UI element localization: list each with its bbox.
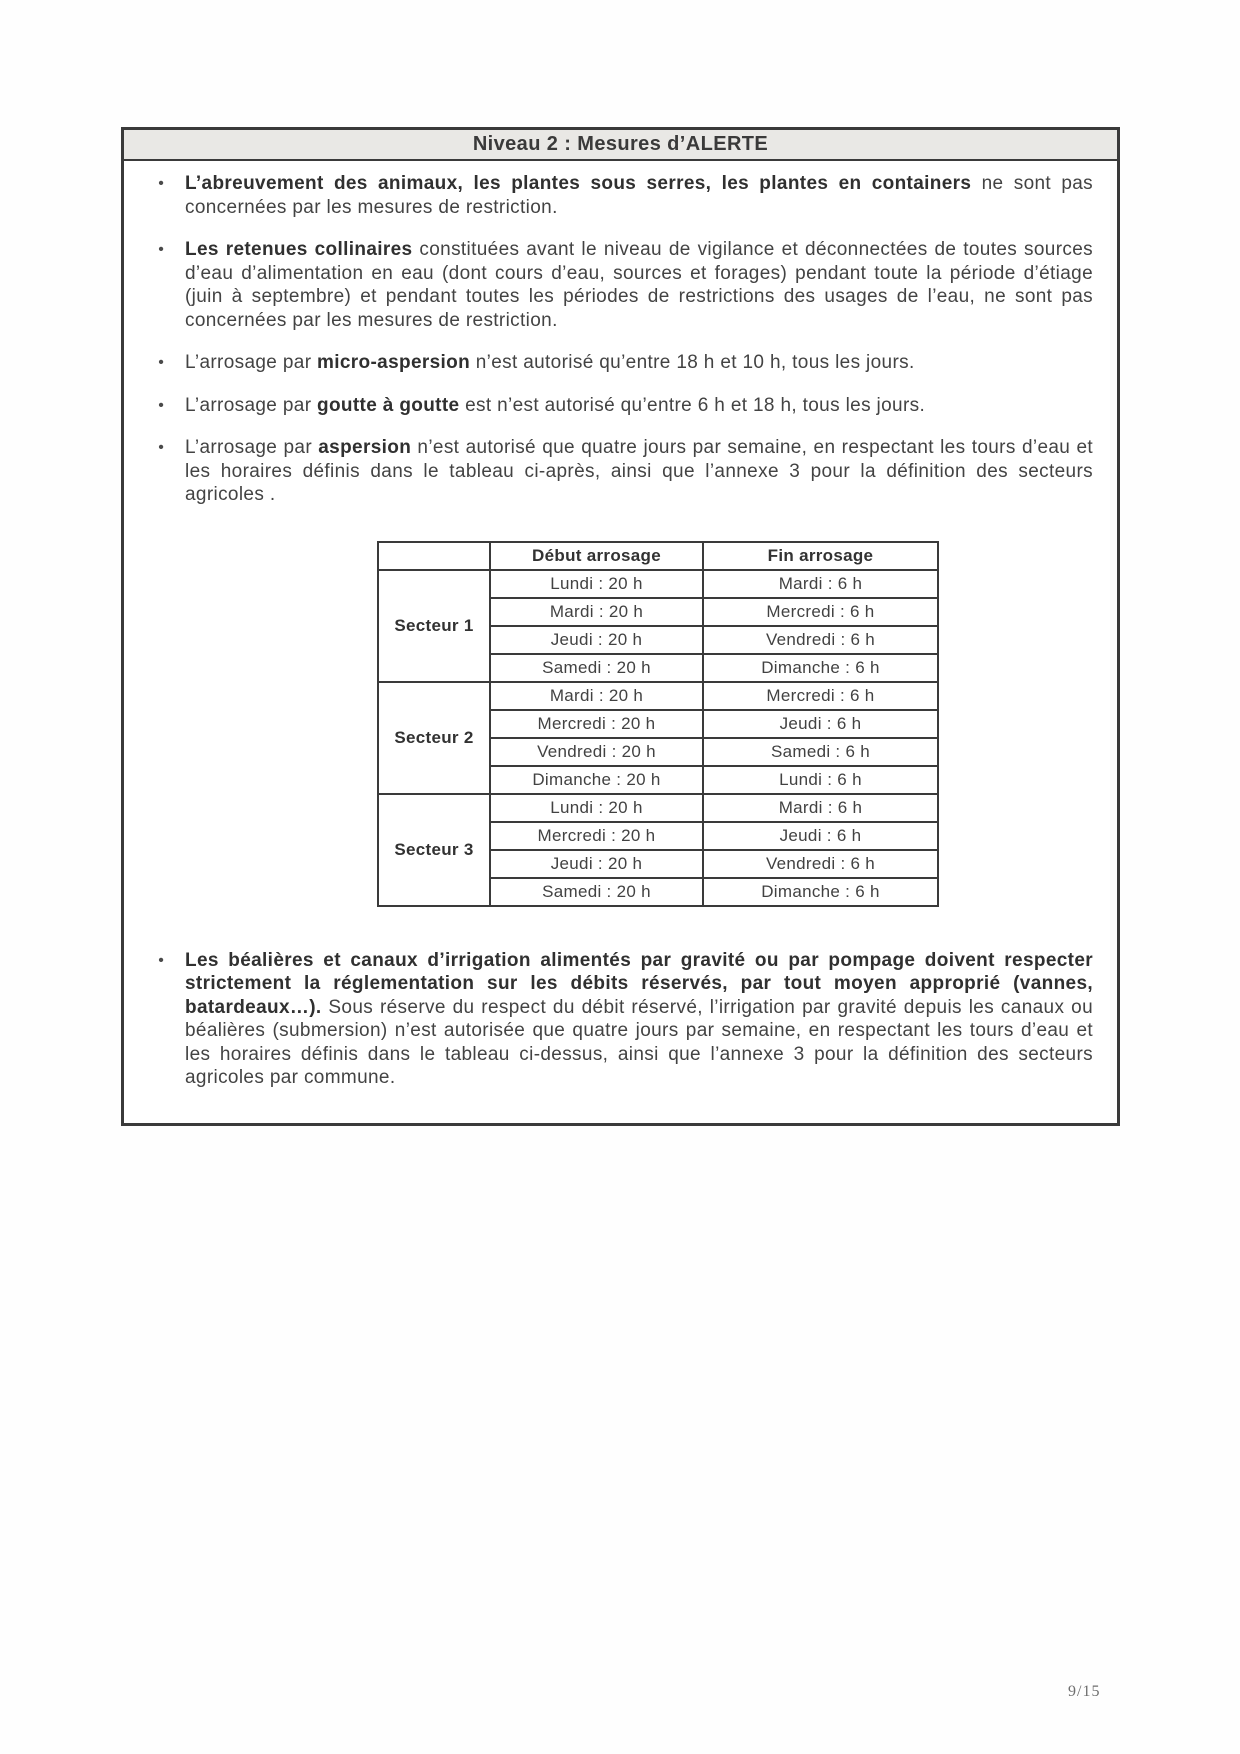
schedule-cell: Mercredi : 20 h xyxy=(490,710,703,738)
schedule-table-header-cell: Fin arrosage xyxy=(703,542,938,570)
schedule-cell: Samedi : 6 h xyxy=(703,738,938,766)
page-number: 9/15 xyxy=(1068,1683,1101,1700)
bullet-text: Les retenues collinaires constituées avant le niveau de vigilance et déconnectées de toutes sources d’eau d’alimentation en eau (dont cours d’eau, sources et forages) pendant toute la période d’étiage (juin à septembre) et pendant toutes les périodes de restrictions des usages de l’eau, ne sont pas concernées par les mesures de restriction. xyxy=(185,239,1093,331)
bullet-list-bottom xyxy=(146,949,1093,1090)
alert-box-body xyxy=(124,161,1117,1123)
bullet-item xyxy=(146,949,1093,1090)
schedule-cell: Mercredi : 6 h xyxy=(703,682,938,710)
alert-box-title: Niveau 2 : Mesures d’ALERTE xyxy=(472,133,769,155)
bullet-text: Les béalières et canaux d’irrigation alimentés par gravité ou par pompage doivent respecter strictement la réglementation sur les débits réservés, par tout moyen approprié (vannes, batardeaux…). Sous réserve du respect du débit réservé, l’irrigation par gravité depuis les canaux ou béalières (submersion) n’est autorisée que quatre jours par semaine, en respectant les tours d’eau et les horaires définis dans le tableau ci-dessus, ainsi que l’annexe 3 pour la définition des secteurs agricoles par commune. xyxy=(185,949,1093,1088)
schedule-table-header-cell: Début arrosage xyxy=(490,542,703,570)
bullet-icon: • xyxy=(158,354,164,371)
schedule-cell: Jeudi : 20 h xyxy=(490,850,703,878)
schedule-cell: Vendredi : 6 h xyxy=(703,626,938,654)
schedule-cell: Mardi : 6 h xyxy=(703,570,938,598)
schedule-cell: Dimanche : 6 h xyxy=(703,654,938,682)
schedule-cell: Vendredi : 6 h xyxy=(703,850,938,878)
bullet-item xyxy=(146,394,1093,418)
schedule-table-header-cell xyxy=(378,542,490,570)
schedule-cell: Jeudi : 6 h xyxy=(703,710,938,738)
alert-box-header xyxy=(124,130,1117,161)
bullet-icon: • xyxy=(158,396,164,414)
bullet-text: L’arrosage par goutte à goutte est n’est autorisé qu’entre 6 h et 18 h, tous les jours. xyxy=(185,394,926,416)
bullet-list-top xyxy=(146,172,1093,507)
bullet-text: L’arrosage par micro-aspersion n’est autorisé qu’entre 18 h et 10 h, tous les jours. xyxy=(185,352,915,373)
schedule-table-body xyxy=(378,570,938,906)
schedule-cell: Dimanche : 6 h xyxy=(703,878,938,906)
sector-cell: Secteur 1 xyxy=(378,570,490,682)
bullet-text: L’abreuvement des animaux, les plantes sous serres, les plantes en containers ne sont pas concernées par les mesures de restriction. xyxy=(185,173,1093,218)
schedule-cell: Jeudi : 6 h xyxy=(703,822,938,850)
bullet-item xyxy=(146,238,1093,332)
bullet-text: L’arrosage par aspersion n’est autorisé que quatre jours par semaine, en respectant les tours d’eau et les horaires définis dans le tableau ci-après, ainsi que l’annexe 3 pour la définition des secteurs agricoles . xyxy=(185,437,1093,505)
bullet-item xyxy=(146,172,1093,219)
schedule-cell: Mercredi : 6 h xyxy=(703,598,938,626)
bullet-icon: • xyxy=(158,175,164,192)
schedule-cell: Mercredi : 20 h xyxy=(490,822,703,850)
schedule-cell: Samedi : 20 h xyxy=(490,654,703,682)
sector-cell: Secteur 3 xyxy=(378,794,490,906)
bullet-item xyxy=(146,436,1093,507)
table-row xyxy=(378,794,938,822)
schedule-cell: Dimanche : 20 h xyxy=(490,766,703,794)
schedule-table xyxy=(377,541,939,907)
bullet-icon: • xyxy=(158,439,164,456)
bullet-icon: • xyxy=(158,951,164,969)
schedule-table-head-row xyxy=(378,542,938,570)
schedule-cell: Mardi : 20 h xyxy=(490,682,703,710)
bullet-icon: • xyxy=(158,241,164,258)
schedule-cell: Mardi : 20 h xyxy=(490,598,703,626)
schedule-cell: Lundi : 20 h xyxy=(490,570,703,598)
schedule-cell: Vendredi : 20 h xyxy=(490,738,703,766)
table-row xyxy=(378,682,938,710)
schedule-cell: Jeudi : 20 h xyxy=(490,626,703,654)
table-row xyxy=(378,570,938,598)
schedule-cell: Samedi : 20 h xyxy=(490,878,703,906)
sector-cell: Secteur 2 xyxy=(378,682,490,794)
schedule-cell: Lundi : 6 h xyxy=(703,766,938,794)
schedule-cell: Mardi : 6 h xyxy=(703,794,938,822)
schedule-cell: Lundi : 20 h xyxy=(490,794,703,822)
bullet-item xyxy=(146,351,1093,375)
alert-box xyxy=(121,127,1120,1126)
